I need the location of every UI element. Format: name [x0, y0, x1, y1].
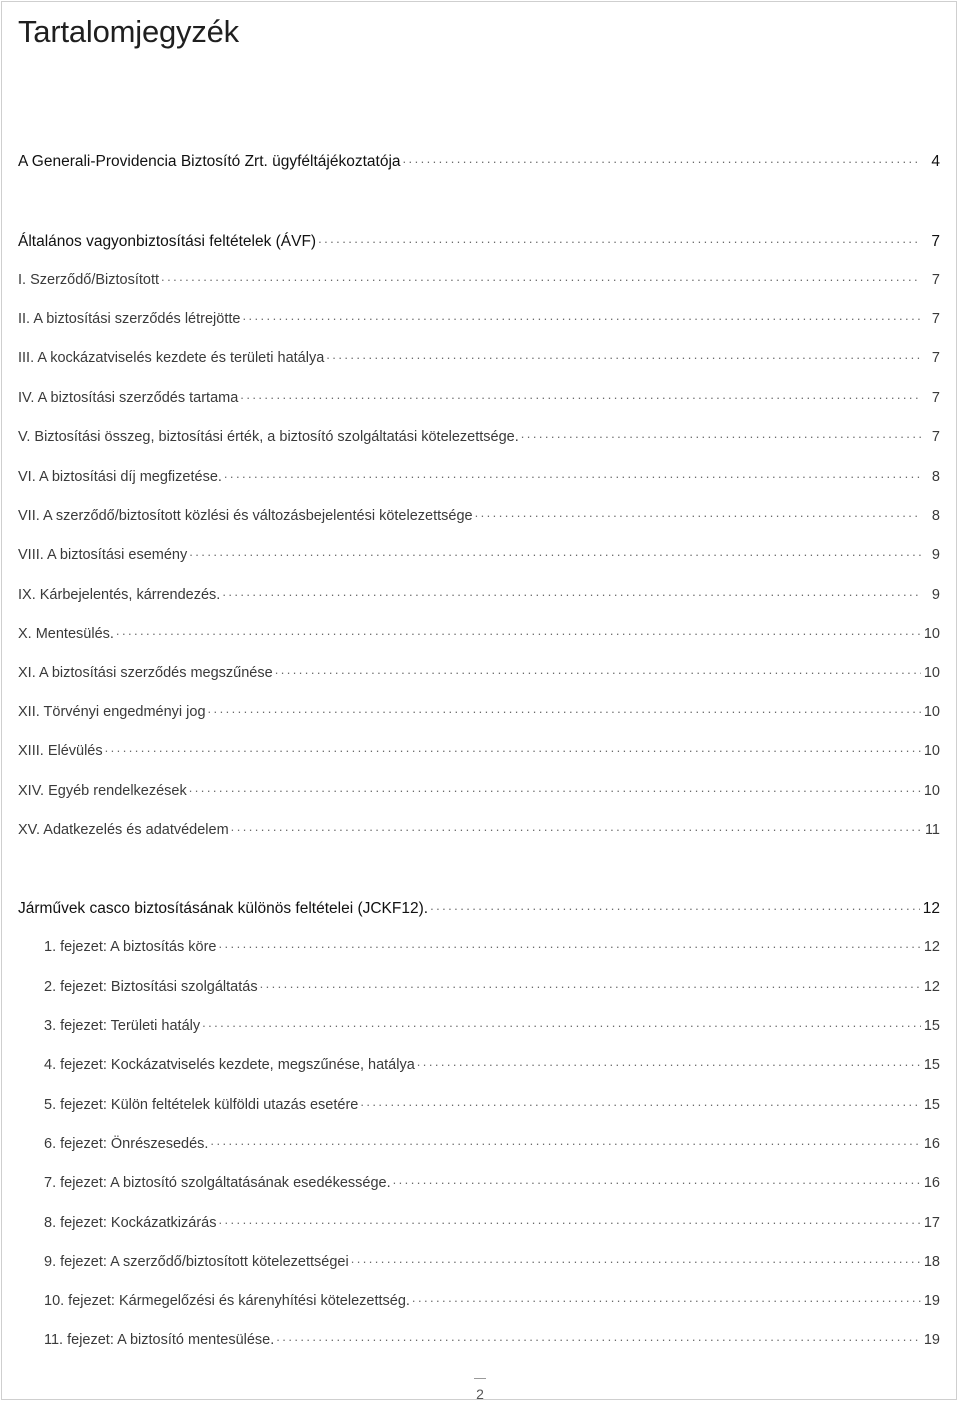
- toc-entry-label: I. Szerződő/Biztosított: [18, 272, 160, 288]
- toc-entry-page: 19: [923, 1332, 940, 1348]
- toc-entry-page: 8: [931, 469, 940, 485]
- toc-entry-page: 10: [923, 626, 940, 642]
- toc-entry-page: 12: [923, 979, 940, 995]
- toc-entry-label: 5. fejezet: Külön feltételek külföldi utazás esetére: [44, 1097, 359, 1113]
- toc-entry-label: II. A biztosítási szerződés létrejötte: [18, 311, 241, 327]
- toc-entry[interactable]: [18, 585, 940, 605]
- toc-section-avf[interactable]: [18, 232, 940, 252]
- toc-entry[interactable]: [44, 1330, 940, 1350]
- dot-leader: [318, 234, 921, 246]
- dot-leader: [224, 469, 921, 481]
- toc-entry-page: 16: [923, 1136, 940, 1152]
- toc-entry[interactable]: [18, 467, 940, 487]
- toc-entry-label: VIII. A biztosítási esemény: [18, 547, 188, 563]
- toc-entry[interactable]: [18, 270, 940, 290]
- dot-leader: [521, 429, 921, 441]
- dot-leader: [430, 901, 920, 913]
- toc-entry-page: 10: [923, 743, 940, 759]
- dot-leader: [393, 1175, 921, 1187]
- toc-entry[interactable]: [44, 1252, 940, 1272]
- toc-entry-page: 12: [923, 939, 940, 955]
- toc-entry-page: 10: [923, 704, 940, 720]
- toc-entry-page: 9: [931, 587, 940, 603]
- toc-entry-label: 2. fejezet: Biztosítási szolgáltatás: [44, 979, 258, 995]
- dot-leader: [222, 587, 921, 599]
- toc-entry-page: 17: [923, 1215, 940, 1231]
- dot-leader: [417, 1057, 921, 1069]
- dot-leader: [231, 822, 921, 834]
- dot-leader: [275, 665, 921, 677]
- toc-entry-label: 7. fejezet: A biztosító szolgáltatásának esedékessége.: [44, 1175, 391, 1191]
- toc-entry-label: Általános vagyonbiztosítási feltételek (ÁVF): [18, 233, 317, 250]
- toc-entry[interactable]: [18, 506, 940, 526]
- toc-entry[interactable]: [44, 937, 940, 957]
- toc-entry[interactable]: [44, 977, 940, 997]
- toc-entry[interactable]: [18, 663, 940, 683]
- page-title: Tartalomjegyzék: [18, 14, 239, 49]
- toc-entry-page: 15: [923, 1057, 940, 1073]
- toc-entry-label: 1. fejezet: A biztosítás köre: [44, 939, 217, 955]
- toc-entry[interactable]: [44, 1134, 940, 1154]
- toc-entry-label: 3. fejezet: Területi hatály: [44, 1018, 201, 1034]
- toc-entry-page: 15: [923, 1097, 940, 1113]
- toc-entry-label: VI. A biztosítási díj megfizetése.: [18, 469, 222, 485]
- toc-entry-customer-info[interactable]: [18, 152, 940, 172]
- toc-entry[interactable]: [18, 781, 940, 801]
- dot-leader: [360, 1097, 921, 1109]
- toc-entry-page: 10: [923, 665, 940, 681]
- toc-section-jckf[interactable]: [18, 899, 940, 919]
- toc-entry-page: 12: [922, 900, 940, 917]
- toc-entry-label: X. Mentesülés.: [18, 626, 114, 642]
- dot-leader: [240, 390, 921, 402]
- dot-leader: [210, 1136, 920, 1148]
- dot-leader: [105, 743, 921, 755]
- toc-entry-label: 8. fejezet: Kockázatkizárás: [44, 1215, 217, 1231]
- toc-entry-page: 16: [923, 1175, 940, 1191]
- toc-entry-label: XI. A biztosítási szerződés megszűnése: [18, 665, 273, 681]
- toc-entry-label: III. A kockázatviselés kezdete és területi hatálya: [18, 350, 325, 366]
- toc-entry-page: 7: [931, 350, 940, 366]
- footer-divider: [474, 1378, 486, 1379]
- dot-leader: [219, 939, 921, 951]
- toc-entry-page: 10: [923, 783, 940, 799]
- toc-entry-label: XV. Adatkezelés és adatvédelem: [18, 822, 229, 838]
- toc-entry-label: A Generali-Providencia Biztosító Zrt. ügyféltájékoztatója: [18, 153, 401, 170]
- toc-entry[interactable]: [44, 1095, 940, 1115]
- dot-leader: [403, 154, 921, 166]
- toc-entry-label: IV. A biztosítási szerződés tartama: [18, 390, 239, 406]
- toc-entry[interactable]: [18, 741, 940, 761]
- toc-entry[interactable]: [18, 820, 940, 840]
- toc-entry-label: 10. fejezet: Kármegelőzési és kárenyhítési kötelezettség.: [44, 1293, 410, 1309]
- toc-entry-label: XII. Törvényi engedményi jog: [18, 704, 206, 720]
- toc-entry[interactable]: [44, 1291, 940, 1311]
- toc-entry[interactable]: [44, 1173, 940, 1193]
- toc-entry-label: IX. Kárbejelentés, kárrendezés.: [18, 587, 221, 603]
- dot-leader: [475, 508, 921, 520]
- toc-entry[interactable]: [18, 624, 940, 644]
- toc-entry[interactable]: [18, 388, 940, 408]
- dot-leader: [242, 311, 921, 323]
- toc-entry-page: 7: [931, 311, 940, 327]
- toc-entry-page: 7: [931, 429, 940, 445]
- dot-leader: [189, 547, 921, 559]
- dot-leader: [202, 1018, 921, 1030]
- toc-entry-label: V. Biztosítási összeg, biztosítási érték, a biztosító szolgáltatási kötelezettsége.: [18, 429, 519, 445]
- dot-leader: [260, 979, 921, 991]
- toc-entry-label: 11. fejezet: A biztosító mentesülése.: [44, 1332, 275, 1348]
- toc-entry-page: 7: [931, 390, 940, 406]
- toc-entry[interactable]: [18, 702, 940, 722]
- dot-leader: [116, 626, 921, 638]
- dot-leader: [208, 704, 921, 716]
- toc-entry[interactable]: [18, 348, 940, 368]
- toc-entry[interactable]: [18, 545, 940, 565]
- toc-entry-label: XIII. Elévülés: [18, 743, 103, 759]
- toc-entry[interactable]: [44, 1016, 940, 1036]
- toc-entry-label: Járművek casco biztosításának különös feltételei (JCKF12).: [18, 900, 429, 917]
- toc-entry-label: 6. fejezet: Önrészesedés.: [44, 1136, 209, 1152]
- toc-entry-label: 9. fejezet: A szerződő/biztosított kötelezettségei: [44, 1254, 349, 1270]
- dot-leader: [276, 1332, 921, 1344]
- dot-leader: [351, 1254, 921, 1266]
- toc-entry-label: 4. fejezet: Kockázatviselés kezdete, megszűnése, hatálya: [44, 1057, 415, 1073]
- toc-entry-page: 15: [923, 1018, 940, 1034]
- toc-entry[interactable]: [44, 1213, 940, 1233]
- toc-entry-page: 4: [931, 153, 940, 170]
- toc-entry-page: 9: [931, 547, 940, 563]
- dot-leader: [218, 1215, 920, 1227]
- dot-leader: [412, 1293, 921, 1305]
- toc-entry[interactable]: [18, 427, 940, 447]
- dot-leader: [189, 783, 921, 795]
- toc-entry-page: 7: [931, 272, 940, 288]
- toc-entry-label: XIV. Egyéb rendelkezések: [18, 783, 187, 799]
- toc-entry-page: 18: [923, 1254, 940, 1270]
- toc-entry-page: 11: [924, 822, 940, 838]
- toc-entry-label: VII. A szerződő/biztosított közlési és változásbejelentési kötelezettsége: [18, 508, 473, 524]
- dot-leader: [161, 272, 921, 284]
- toc-entry-page: 19: [923, 1293, 940, 1309]
- toc-entry-page: 7: [931, 233, 940, 250]
- toc-entry[interactable]: [44, 1055, 940, 1075]
- dot-leader: [326, 350, 921, 362]
- page-number: 2: [476, 1386, 484, 1402]
- toc-entry-page: 8: [931, 508, 940, 524]
- toc-entry[interactable]: [18, 309, 940, 329]
